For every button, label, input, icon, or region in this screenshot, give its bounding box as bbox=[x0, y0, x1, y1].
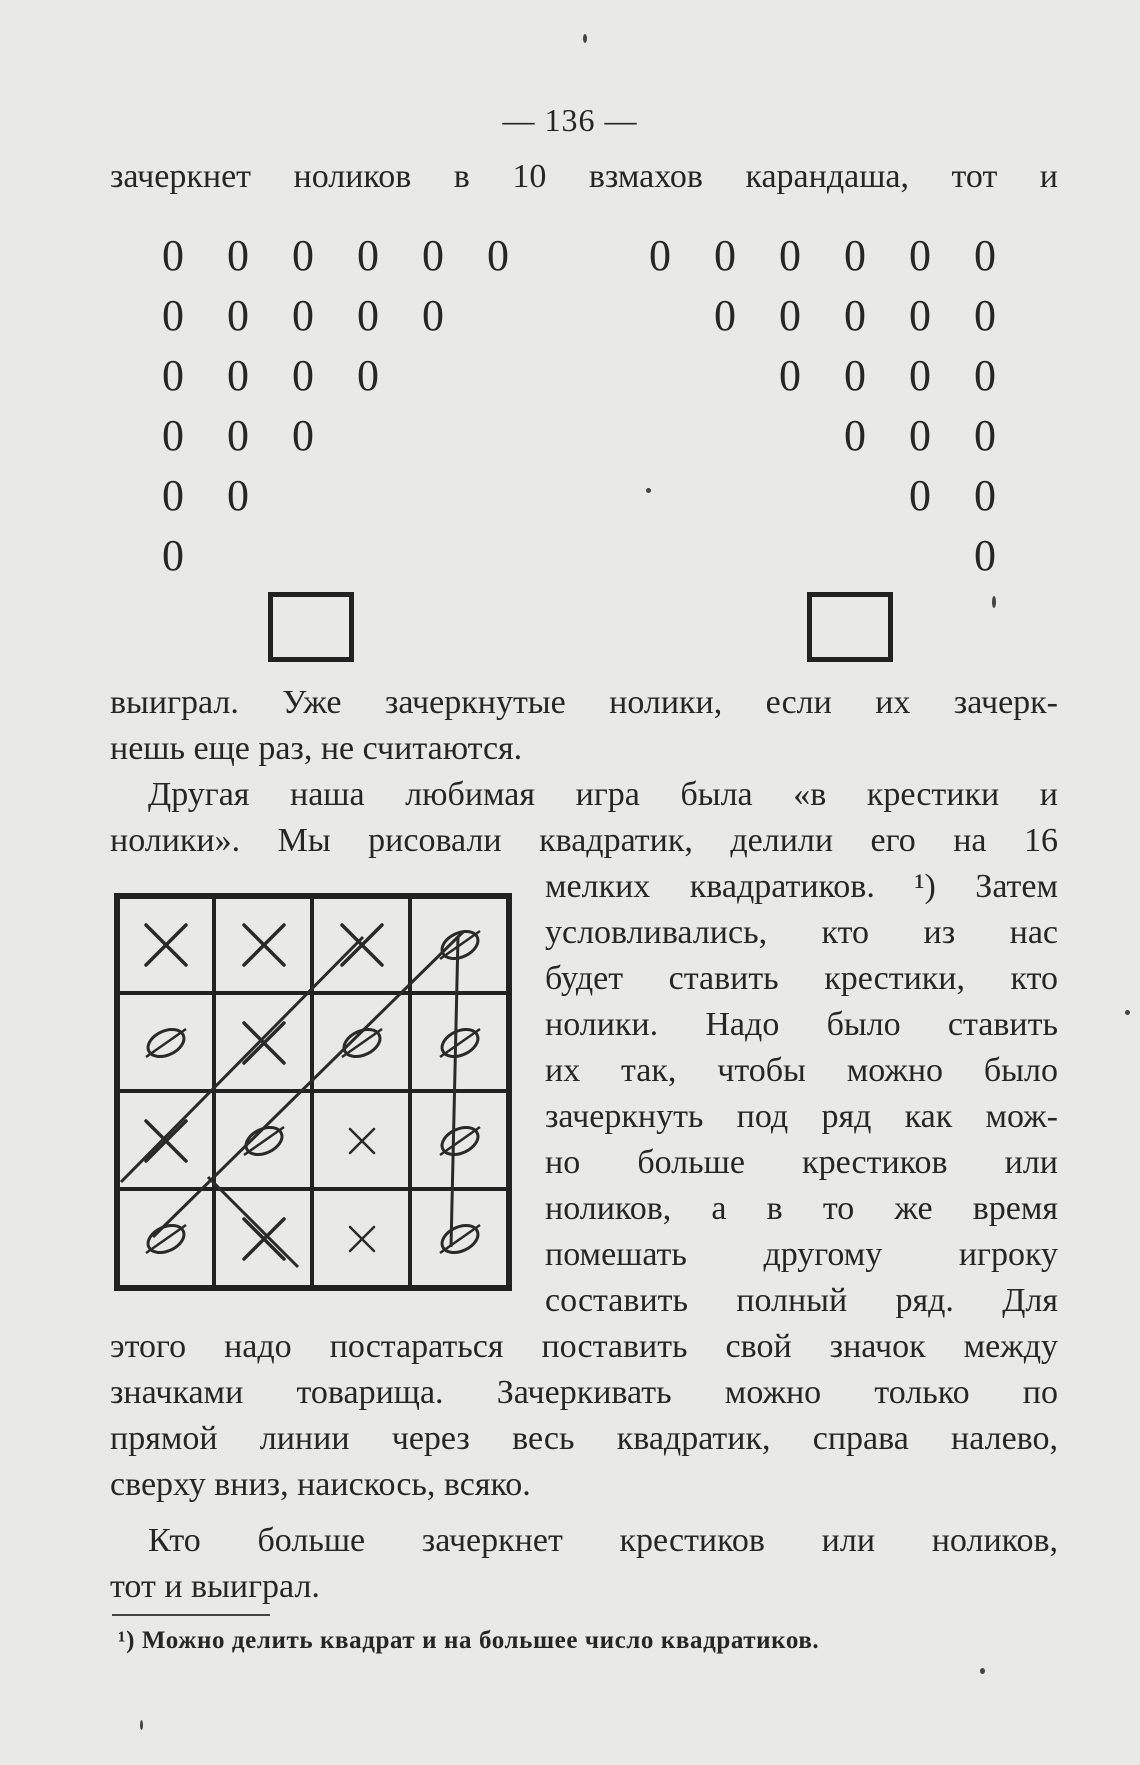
zero-glyph: 0 bbox=[162, 471, 184, 520]
zero-glyph: 0 bbox=[357, 291, 379, 340]
square-box-left bbox=[268, 592, 354, 662]
text-line: условливались, кто из нас bbox=[545, 914, 1058, 951]
scan-speck bbox=[992, 596, 996, 608]
scan-speck bbox=[140, 1720, 143, 1730]
zero-glyph: 0 bbox=[779, 231, 801, 280]
text-line: выиграл. Уже зачеркнутые нолики, если их зачерк- bbox=[110, 684, 1058, 721]
scan-speck bbox=[646, 488, 651, 493]
zero-glyph: 0 bbox=[162, 411, 184, 460]
zero-glyph: 0 bbox=[227, 471, 249, 520]
zero-glyph: 0 bbox=[227, 351, 249, 400]
text-line: но больше крестиков или bbox=[545, 1144, 1058, 1181]
zero-glyph: 0 bbox=[974, 471, 996, 520]
text-line: значками товарища. Зачеркивать можно только по bbox=[110, 1374, 1058, 1411]
scan-speck bbox=[1125, 1010, 1130, 1015]
zero-glyph: 0 bbox=[974, 411, 996, 460]
zero-glyph: 0 bbox=[422, 231, 444, 280]
zero-glyph: 0 bbox=[714, 231, 736, 280]
zero-glyph: 0 bbox=[162, 231, 184, 280]
strike-line bbox=[153, 932, 463, 1237]
zero-glyph: 0 bbox=[974, 291, 996, 340]
zero-glyph: 0 bbox=[487, 231, 509, 280]
text-line: сверху вниз, наискось, всяко. bbox=[110, 1466, 531, 1503]
text-line: их так, чтобы можно было bbox=[545, 1052, 1058, 1089]
zero-glyph: 0 bbox=[227, 291, 249, 340]
text-line: составить полный ряд. Для bbox=[545, 1282, 1058, 1319]
nought-slash bbox=[146, 1029, 186, 1057]
text-line: зачеркнуть под ряд как мож- bbox=[545, 1098, 1058, 1135]
text-line: мелких квадратиков. ¹) Затем bbox=[545, 868, 1058, 905]
zero-glyph: 0 bbox=[909, 291, 931, 340]
zero-glyph: 0 bbox=[649, 231, 671, 280]
zero-glyph: 0 bbox=[162, 291, 184, 340]
page-number-header: — 136 — bbox=[502, 102, 638, 138]
zero-glyph: 0 bbox=[974, 231, 996, 280]
scan-speck bbox=[583, 34, 587, 43]
text-line: прямой линии через весь квадратик, справа налево, bbox=[110, 1420, 1058, 1457]
zero-glyph: 0 bbox=[292, 411, 314, 460]
zero-glyph: 0 bbox=[422, 291, 444, 340]
tic-tac-toe-grid bbox=[113, 892, 513, 1292]
text-line: Кто больше зачеркнет крестиков или ноликов, bbox=[148, 1522, 1058, 1559]
zero-glyph: 0 bbox=[844, 351, 866, 400]
zero-glyph: 0 bbox=[909, 351, 931, 400]
zero-glyph: 0 bbox=[292, 231, 314, 280]
zero-glyph: 0 bbox=[974, 531, 996, 580]
text-line: нолики. Надо было ставить bbox=[545, 1006, 1058, 1043]
square-box-right bbox=[807, 592, 893, 662]
zero-glyph: 0 bbox=[779, 291, 801, 340]
zero-glyph: 0 bbox=[162, 351, 184, 400]
text-line: зачеркнет ноликов в 10 взмахов карандаша, тот и bbox=[110, 158, 1058, 195]
text-line: Другая наша любимая игра была «в крестики и bbox=[148, 776, 1058, 813]
zero-glyph: 0 bbox=[292, 351, 314, 400]
zero-glyph: 0 bbox=[357, 231, 379, 280]
footnote-rule bbox=[112, 1614, 270, 1616]
zero-glyph: 0 bbox=[162, 531, 184, 580]
nought-slash bbox=[146, 1225, 186, 1253]
zero-glyph: 0 bbox=[714, 291, 736, 340]
zero-glyph: 0 bbox=[844, 411, 866, 460]
zero-glyph: 0 bbox=[844, 291, 866, 340]
scan-speck bbox=[980, 1668, 985, 1674]
nought-slash bbox=[440, 1127, 480, 1155]
zero-glyph: 0 bbox=[844, 231, 866, 280]
zero-glyph: 0 bbox=[974, 351, 996, 400]
text-line: тот и выиграл. bbox=[110, 1568, 320, 1605]
zero-glyph: 0 bbox=[909, 231, 931, 280]
zero-glyph: 0 bbox=[909, 471, 931, 520]
text-line: будет ставить крестики, кто bbox=[545, 960, 1058, 997]
zero-glyph: 0 bbox=[292, 291, 314, 340]
zero-glyph: 0 bbox=[779, 351, 801, 400]
strike-line bbox=[121, 937, 363, 1182]
zero-glyph: 0 bbox=[909, 411, 931, 460]
zero-glyph: 0 bbox=[227, 411, 249, 460]
footnote: ¹) Можно делить квадрат и на большее число квадратиков. bbox=[118, 1627, 820, 1654]
text-line: этого надо постараться поставить свой значок между bbox=[110, 1328, 1058, 1365]
nought-slash bbox=[440, 1029, 480, 1057]
text-line: нешь еще раз, не считаются. bbox=[110, 730, 523, 767]
zero-glyph: 0 bbox=[227, 231, 249, 280]
text-line: ноликов, а в то же время bbox=[545, 1190, 1058, 1227]
text-line: помешать другому игроку bbox=[545, 1236, 1058, 1273]
text-line: нолики». Мы рисовали квадратик, делили его на 16 bbox=[110, 822, 1058, 859]
zero-glyph: 0 bbox=[357, 351, 379, 400]
nought-slash bbox=[440, 1225, 480, 1253]
